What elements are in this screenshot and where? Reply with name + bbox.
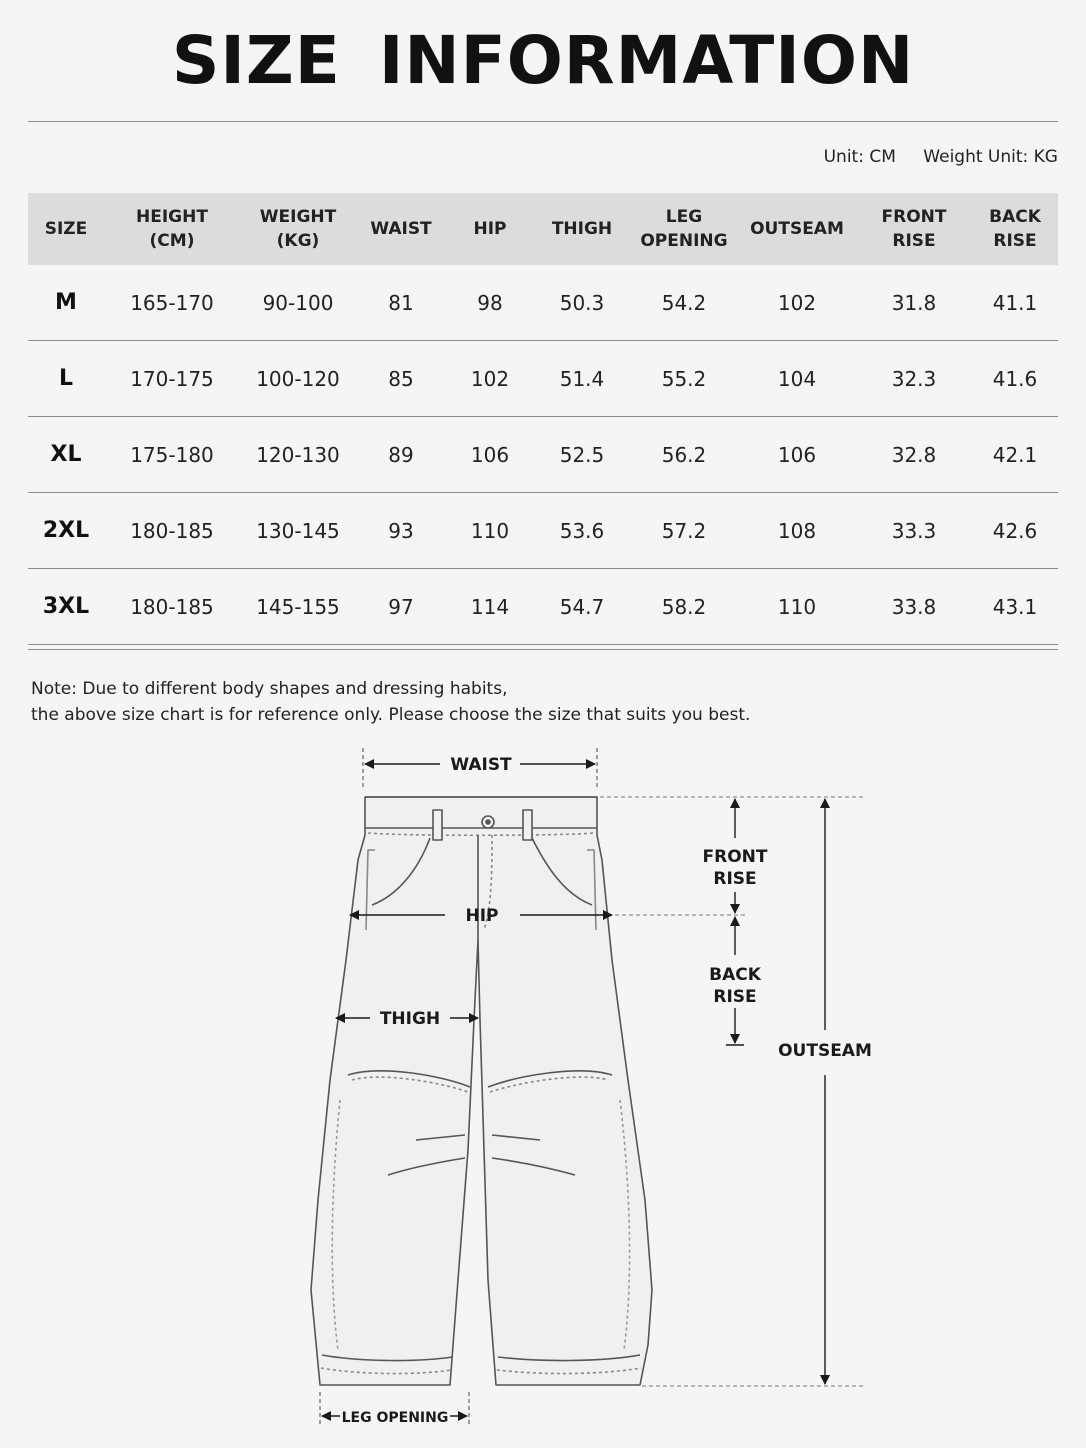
cell-leg-opening: 57.2 <box>630 493 738 569</box>
jeans-illustration <box>311 797 652 1385</box>
title-divider <box>28 121 1058 122</box>
cell-back-rise: 42.6 <box>972 493 1058 569</box>
header-waist: WAIST <box>356 193 446 265</box>
table-row <box>28 569 1058 645</box>
header-height: HEIGHT (CM) <box>104 193 240 265</box>
cell-outseam: 102 <box>738 265 856 341</box>
cell-outseam: 104 <box>738 341 856 417</box>
cell-front-rise: 33.8 <box>856 569 972 645</box>
cell-size: 3XL <box>28 569 104 645</box>
back-rise-label-line2: RISE <box>713 987 757 1007</box>
table-row <box>28 265 1058 341</box>
header-leg-opening: LEG OPENING <box>630 193 738 265</box>
leg-opening-measure <box>320 1392 469 1426</box>
cell-back-rise: 43.1 <box>972 569 1058 645</box>
cell-front-rise: 33.3 <box>856 493 972 569</box>
page-title: SIZE INFORMATION <box>171 22 915 99</box>
cell-waist: 97 <box>356 569 446 645</box>
front-rise-measure <box>703 799 768 913</box>
cell-front-rise: 32.8 <box>856 417 972 493</box>
front-rise-label-line1: FRONT <box>702 847 768 867</box>
header-front-rise: FRONT RISE <box>856 193 972 265</box>
cell-thigh: 52.5 <box>534 417 630 493</box>
outseam-measure <box>778 799 872 1384</box>
cell-weight: 120-130 <box>240 417 356 493</box>
cell-size: 2XL <box>28 493 104 569</box>
table-row <box>28 417 1058 493</box>
weight-unit: Weight Unit: KG <box>923 147 1058 167</box>
header-size: SIZE <box>28 193 104 265</box>
cell-leg-opening: 55.2 <box>630 341 738 417</box>
outseam-label: OUTSEAM <box>778 1041 872 1061</box>
header-thigh: THIGH <box>534 193 630 265</box>
cell-height: 175-180 <box>104 417 240 493</box>
cell-back-rise: 42.1 <box>972 417 1058 493</box>
cell-hip: 106 <box>446 417 534 493</box>
back-rise-label-line1: BACK <box>709 965 761 985</box>
cell-weight: 90-100 <box>240 265 356 341</box>
cell-height: 180-185 <box>104 493 240 569</box>
cell-front-rise: 31.8 <box>856 265 972 341</box>
size-table <box>28 193 1058 645</box>
note-line-2: the above size chart is for reference only. Please choose the size that suits you best. <box>31 705 751 725</box>
cell-hip: 102 <box>446 341 534 417</box>
cell-height: 180-185 <box>104 569 240 645</box>
unit-info <box>824 147 1058 167</box>
measurement-diagram <box>0 730 1086 1440</box>
cell-waist: 85 <box>356 341 446 417</box>
cell-weight: 100-120 <box>240 341 356 417</box>
cell-height: 170-175 <box>104 341 240 417</box>
cell-thigh: 51.4 <box>534 341 630 417</box>
length-unit: Unit: CM <box>823 147 896 167</box>
table-row <box>28 493 1058 569</box>
cell-thigh: 53.6 <box>534 493 630 569</box>
cell-outseam: 106 <box>738 417 856 493</box>
back-rise-measure <box>709 917 762 1045</box>
cell-weight: 130-145 <box>240 493 356 569</box>
cell-back-rise: 41.6 <box>972 341 1058 417</box>
table-row <box>28 341 1058 417</box>
header-weight: WEIGHT (KG) <box>240 193 356 265</box>
header-outseam: OUTSEAM <box>738 193 856 265</box>
cell-back-rise: 41.1 <box>972 265 1058 341</box>
waist-measure <box>363 748 597 790</box>
cell-outseam: 110 <box>738 569 856 645</box>
thigh-label: THIGH <box>379 1009 441 1029</box>
table-body <box>28 265 1058 645</box>
cell-hip: 114 <box>446 569 534 645</box>
table-bottom-divider <box>28 649 1058 650</box>
cell-leg-opening: 58.2 <box>630 569 738 645</box>
cell-waist: 89 <box>356 417 446 493</box>
front-rise-label-line2: RISE <box>713 869 757 889</box>
cell-front-rise: 32.3 <box>856 341 972 417</box>
cell-height: 165-170 <box>104 265 240 341</box>
cell-waist: 81 <box>356 265 446 341</box>
table-header-row <box>28 193 1058 265</box>
waist-label: WAIST <box>450 755 512 775</box>
cell-hip: 98 <box>446 265 534 341</box>
size-note <box>31 676 750 728</box>
cell-waist: 93 <box>356 493 446 569</box>
header-back-rise: BACK RISE <box>972 193 1058 265</box>
hip-label: HIP <box>465 906 499 926</box>
cell-weight: 145-155 <box>240 569 356 645</box>
cell-size: M <box>28 265 104 341</box>
cell-thigh: 54.7 <box>534 569 630 645</box>
leg-opening-label: LEG OPENING <box>341 1410 449 1426</box>
cell-leg-opening: 54.2 <box>630 265 738 341</box>
cell-hip: 110 <box>446 493 534 569</box>
cell-size: XL <box>28 417 104 493</box>
cell-size: L <box>28 341 104 417</box>
note-line-1: Note: Due to different body shapes and dressing habits, <box>31 679 508 699</box>
cell-leg-opening: 56.2 <box>630 417 738 493</box>
header-hip: HIP <box>446 193 534 265</box>
cell-outseam: 108 <box>738 493 856 569</box>
cell-thigh: 50.3 <box>534 265 630 341</box>
